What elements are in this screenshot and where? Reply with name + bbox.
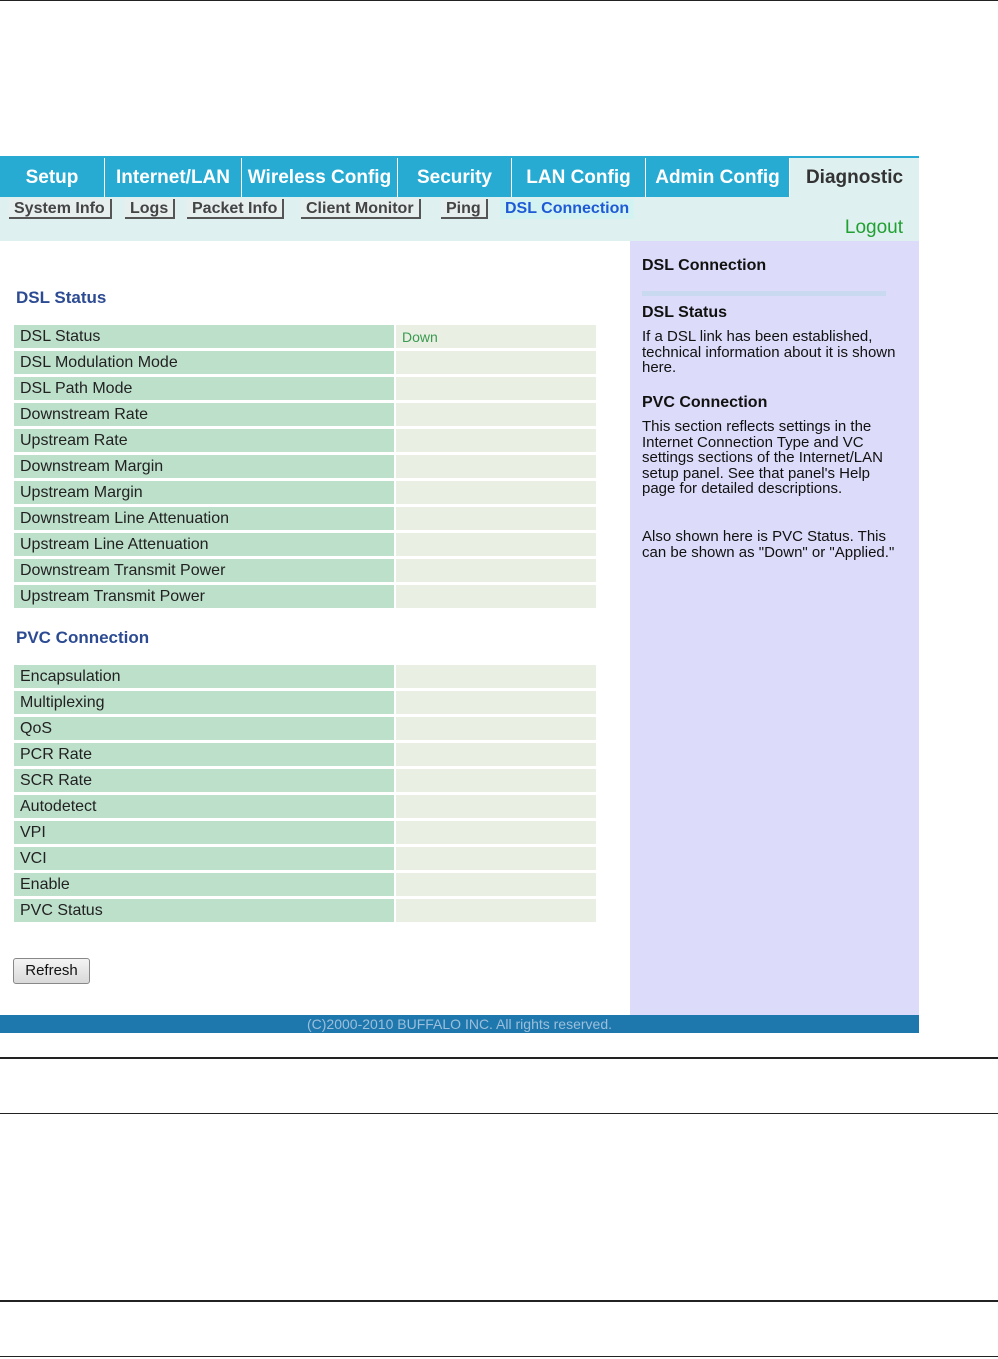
tab-wireless-config[interactable]: Wireless Config (242, 158, 398, 197)
row-value (396, 559, 596, 582)
row-label: VPI (14, 821, 396, 844)
tab-internet-lan[interactable]: Internet/LAN (105, 158, 242, 197)
row-label: VCI (14, 847, 396, 870)
row-label: QoS (14, 717, 396, 740)
table-row (14, 873, 596, 896)
table-row (14, 717, 596, 740)
page-rule-3 (0, 1300, 998, 1302)
help-pvc-text: This section reflects settings in the Internet Connection Type and VC settings sections of the Internet/LAN setup panel. See that panel's Help page for detailed descriptions. (642, 418, 883, 497)
row-value (396, 351, 596, 374)
tab-setup[interactable]: Setup (0, 158, 105, 197)
table-row (14, 795, 596, 818)
row-value (396, 507, 596, 530)
row-value (396, 717, 596, 740)
table-row (14, 847, 596, 870)
row-value (396, 847, 596, 870)
help-pvc-title: PVC Connection (642, 394, 768, 411)
table-row (14, 743, 596, 766)
table-row (14, 769, 596, 792)
table-row (14, 507, 596, 530)
row-label: Autodetect (14, 795, 396, 818)
row-label: Multiplexing (14, 691, 396, 714)
row-value (396, 795, 596, 818)
subtab-logs[interactable]: Logs (125, 199, 175, 219)
row-label: Upstream Transmit Power (14, 585, 396, 608)
table-row (14, 455, 596, 478)
top-rule (0, 0, 998, 1)
footer-copyright: (C)2000-2010 BUFFALO INC. All rights reserved. (0, 1015, 919, 1033)
row-value (396, 455, 596, 478)
row-value (396, 429, 596, 452)
tab-admin-config[interactable]: Admin Config (646, 158, 790, 197)
row-label: Encapsulation (14, 665, 396, 688)
help-dsl-status-text: If a DSL link has been established, technical information about it is shown here. (642, 328, 896, 376)
row-label: DSL Status (14, 325, 396, 348)
row-label: DSL Path Mode (14, 377, 396, 400)
row-value (396, 403, 596, 426)
row-value (396, 665, 596, 688)
tab-diagnostic[interactable]: Diagnostic (790, 158, 919, 197)
router-ui-window (0, 156, 919, 1033)
table-row (14, 351, 596, 374)
table-row (14, 533, 596, 556)
table-row (14, 377, 596, 400)
row-value (396, 821, 596, 844)
row-value (396, 691, 596, 714)
subtab-packet-info[interactable]: Packet Info (187, 199, 284, 219)
row-label: DSL Modulation Mode (14, 351, 396, 374)
row-label: Downstream Margin (14, 455, 396, 478)
row-label: Enable (14, 873, 396, 896)
tab-lan-config[interactable]: LAN Config (512, 158, 646, 197)
help-dsl-status-title: DSL Status (642, 304, 728, 321)
row-label: Upstream Rate (14, 429, 396, 452)
refresh-button[interactable]: Refresh (13, 958, 90, 984)
row-value (396, 899, 596, 922)
subtab-client-monitor[interactable]: Client Monitor (301, 199, 421, 219)
row-label: SCR Rate (14, 769, 396, 792)
help-panel (630, 241, 919, 1015)
subtab-dsl-connection[interactable]: DSL Connection (500, 199, 634, 219)
page-rule-2 (0, 1113, 998, 1114)
tab-security[interactable]: Security (398, 158, 512, 197)
row-value (396, 585, 596, 608)
table-row (14, 899, 596, 922)
help-divider (642, 291, 886, 296)
subtab-system-info[interactable]: System Info (9, 199, 112, 219)
row-label: Downstream Rate (14, 403, 396, 426)
row-value (396, 769, 596, 792)
sub-tab-bar (0, 197, 919, 241)
row-value (396, 873, 596, 896)
row-value (396, 481, 596, 504)
row-label: Upstream Margin (14, 481, 396, 504)
row-label: Downstream Line Attenuation (14, 507, 396, 530)
table-row (14, 429, 596, 452)
row-value (396, 377, 596, 400)
dsl-status-table (14, 322, 596, 611)
table-row (14, 403, 596, 426)
help-pvc-status-text: Also shown here is PVC Status. This can be shown as "Down" or "Applied." (642, 528, 895, 561)
table-row (14, 821, 596, 844)
row-label: Downstream Transmit Power (14, 559, 396, 582)
page-rule-1 (0, 1057, 998, 1059)
row-value (396, 743, 596, 766)
main-tab-bar (0, 156, 919, 197)
table-row (14, 691, 596, 714)
pvc-connection-heading: PVC Connection (16, 628, 150, 647)
row-value (396, 533, 596, 556)
row-value: Down (396, 325, 596, 348)
row-label: PCR Rate (14, 743, 396, 766)
dsl-status-heading: DSL Status (16, 288, 107, 307)
logout-link[interactable]: Logout (844, 217, 903, 238)
main-panel (0, 241, 630, 1015)
row-label: PVC Status (14, 899, 396, 922)
subtab-ping[interactable]: Ping (441, 199, 488, 219)
help-title: DSL Connection (642, 257, 767, 274)
table-row (14, 585, 596, 608)
table-row (14, 481, 596, 504)
row-label: Upstream Line Attenuation (14, 533, 396, 556)
page-rule-4 (0, 1356, 998, 1357)
table-row (14, 325, 596, 348)
pvc-connection-table (14, 662, 596, 925)
table-row (14, 559, 596, 582)
table-row (14, 665, 596, 688)
